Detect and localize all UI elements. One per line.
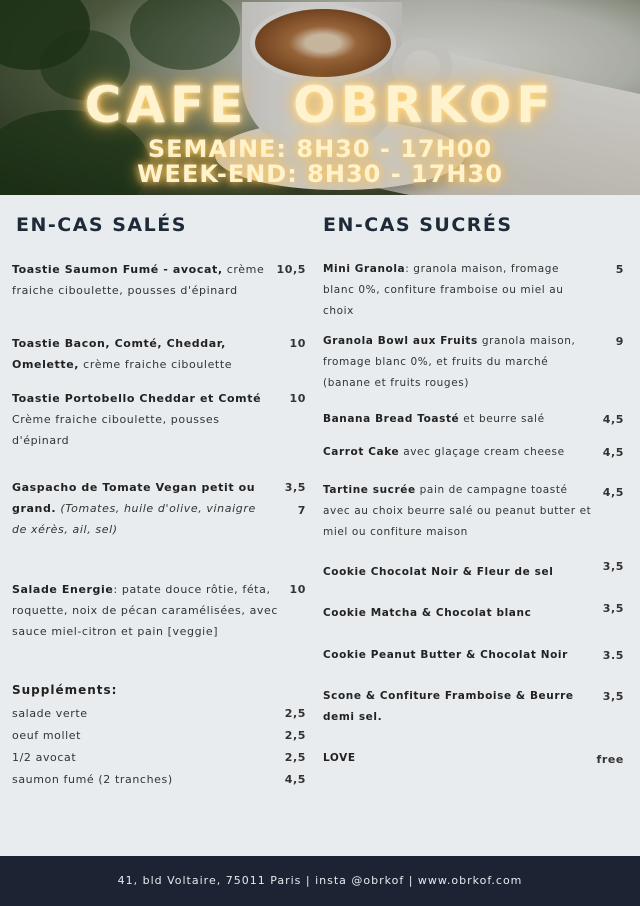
item-price: 3,5 bbox=[602, 602, 624, 615]
hours-weekend: WEEK-END: 8H30 - 17H30 bbox=[137, 160, 503, 188]
item-price: 10 bbox=[289, 392, 306, 405]
menu-item: LOVE bbox=[323, 752, 356, 764]
section-title-savory: EN-CAS SALÉS bbox=[16, 214, 187, 236]
item-price: 4,5 bbox=[602, 413, 624, 426]
item-price: 3.5 bbox=[602, 649, 624, 662]
supplement-row: salade verte 2,5 bbox=[12, 707, 306, 720]
menu-item: Toastie Portobello Cheddar et Comté Crème fraiche ciboulette, pousses d'épinard bbox=[12, 392, 262, 447]
hero-banner bbox=[0, 0, 640, 195]
menu-item: Toastie Bacon, Comté, Cheddar, Omelette, crème fraiche ciboulette bbox=[12, 337, 233, 371]
menu-item: Gaspacho de Tomate Vegan petit ou grand. (Tomates, huile d'olive, vinaigre de xérès, ail, sel) bbox=[12, 481, 256, 536]
item-price: free bbox=[596, 753, 624, 766]
menu-item: Tartine sucrée pain de campagne toasté avec au choix beurre salé ou peanut butter et miel ou confiture maison bbox=[323, 484, 592, 538]
item-price: 10 bbox=[289, 583, 306, 596]
hours-week: SEMAINE: 8H30 - 17H00 bbox=[147, 135, 493, 163]
menu-item: Salade Energie: patate douce rôtie, féta, roquette, noix de pécan caramélisées, avec sauce miel-citron et pain [veggie] bbox=[12, 583, 279, 638]
supplement-row: saumon fumé (2 tranches) 4,5 bbox=[12, 773, 306, 786]
item-price: 5 bbox=[615, 263, 624, 276]
menu-item: Cookie Peanut Butter & Chocolat Noir bbox=[323, 649, 568, 661]
item-price: 10 bbox=[289, 337, 306, 350]
menu-item: Cookie Chocolat Noir & Fleur de sel bbox=[323, 566, 554, 578]
footer-contact: 41, bld Voltaire, 75011 Paris | insta @obrkof | www.obrkof.com bbox=[117, 874, 523, 887]
item-price-large: 7 bbox=[297, 504, 306, 517]
menu-item: Toastie Saumon Fumé - avocat, crème fraiche ciboulette, pousses d'épinard bbox=[12, 263, 265, 297]
item-price: 3,5 bbox=[284, 481, 306, 494]
supplement-row: oeuf mollet 2,5 bbox=[12, 729, 306, 742]
item-price: 4,5 bbox=[602, 486, 624, 499]
menu-item: Carrot Cake avec glaçage cream cheese bbox=[323, 446, 565, 458]
item-price: 10,5 bbox=[276, 263, 306, 276]
supplement-row: 1/2 avocat 2,5 bbox=[12, 751, 306, 764]
menu-item: Cookie Matcha & Chocolat blanc bbox=[323, 607, 532, 619]
item-price: 3,5 bbox=[602, 690, 624, 703]
menu-item: Mini Granola: granola maison, fromage blanc 0%, confiture framboise ou miel au choix bbox=[323, 263, 564, 317]
item-price: 9 bbox=[615, 335, 624, 348]
menu-item: Granola Bowl aux Fruits granola maison, fromage blanc 0%, et fruits du marché (banane et fruits rouges) bbox=[323, 335, 576, 389]
cafe-title: CAFE OBRKOF bbox=[84, 76, 556, 134]
item-price: 3,5 bbox=[602, 560, 624, 573]
supplements-title: Suppléments: bbox=[12, 683, 118, 697]
menu-item: Scone & Confiture Framboise & Beurre demi sel. bbox=[323, 690, 574, 723]
section-title-sweet: EN-CAS SUCRÉS bbox=[323, 214, 513, 236]
menu-item: Banana Bread Toasté et beurre salé bbox=[323, 413, 545, 425]
footer-bar bbox=[0, 856, 640, 906]
item-price: 4,5 bbox=[602, 446, 624, 459]
